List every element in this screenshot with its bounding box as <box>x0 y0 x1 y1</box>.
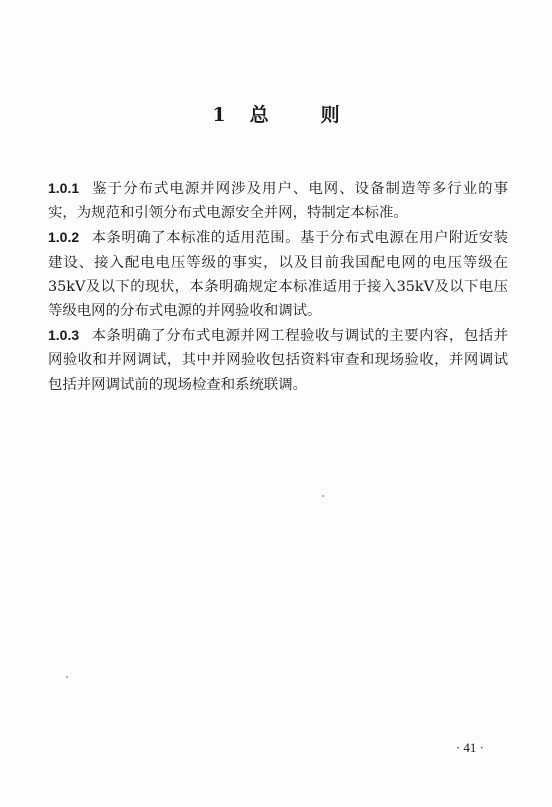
scan-speck <box>66 676 68 678</box>
clause-number: 1.0.1 <box>48 180 80 196</box>
clause-1-0-1 <box>48 176 508 225</box>
chapter-title-part2: 则 <box>320 104 340 126</box>
chapter-number: 1 <box>212 104 226 126</box>
page-number: · 41 · <box>455 740 484 755</box>
body-text <box>48 176 508 397</box>
clause-1-0-3 <box>48 323 508 397</box>
scan-speck <box>322 495 324 497</box>
clause-number: 1.0.3 <box>48 327 80 344</box>
chapter-title-part1: 总 <box>249 104 269 126</box>
chapter-title <box>0 100 552 127</box>
clause-text: 鉴于分布式电源并网涉及用户、电网、设备制造等多行业的事实，为规范和引领分布式电源安全并网，特制定本标准。 <box>48 181 508 222</box>
clause-text: 本条明确了本标准的适用范围。基于分布式电源在用户附近安装建设、接入配电电压等级的事实，以及目前我国配电网的电压等级在35kV及以下的现状，本条明确规定本标准适用于接入35kV及以下电压等级电网的分布式电源的并网验收和调试。 <box>48 230 508 320</box>
clause-1-0-2 <box>48 225 508 323</box>
clause-text: 本条明确了分布式电源并网工程验收与调试的主要内容，包括并网验收和并网调试，其中并网验收包括资料审查和现场验收，并网调试包括并网调试前的现场检查和系统联调。 <box>48 328 508 393</box>
clause-number: 1.0.2 <box>48 229 80 246</box>
